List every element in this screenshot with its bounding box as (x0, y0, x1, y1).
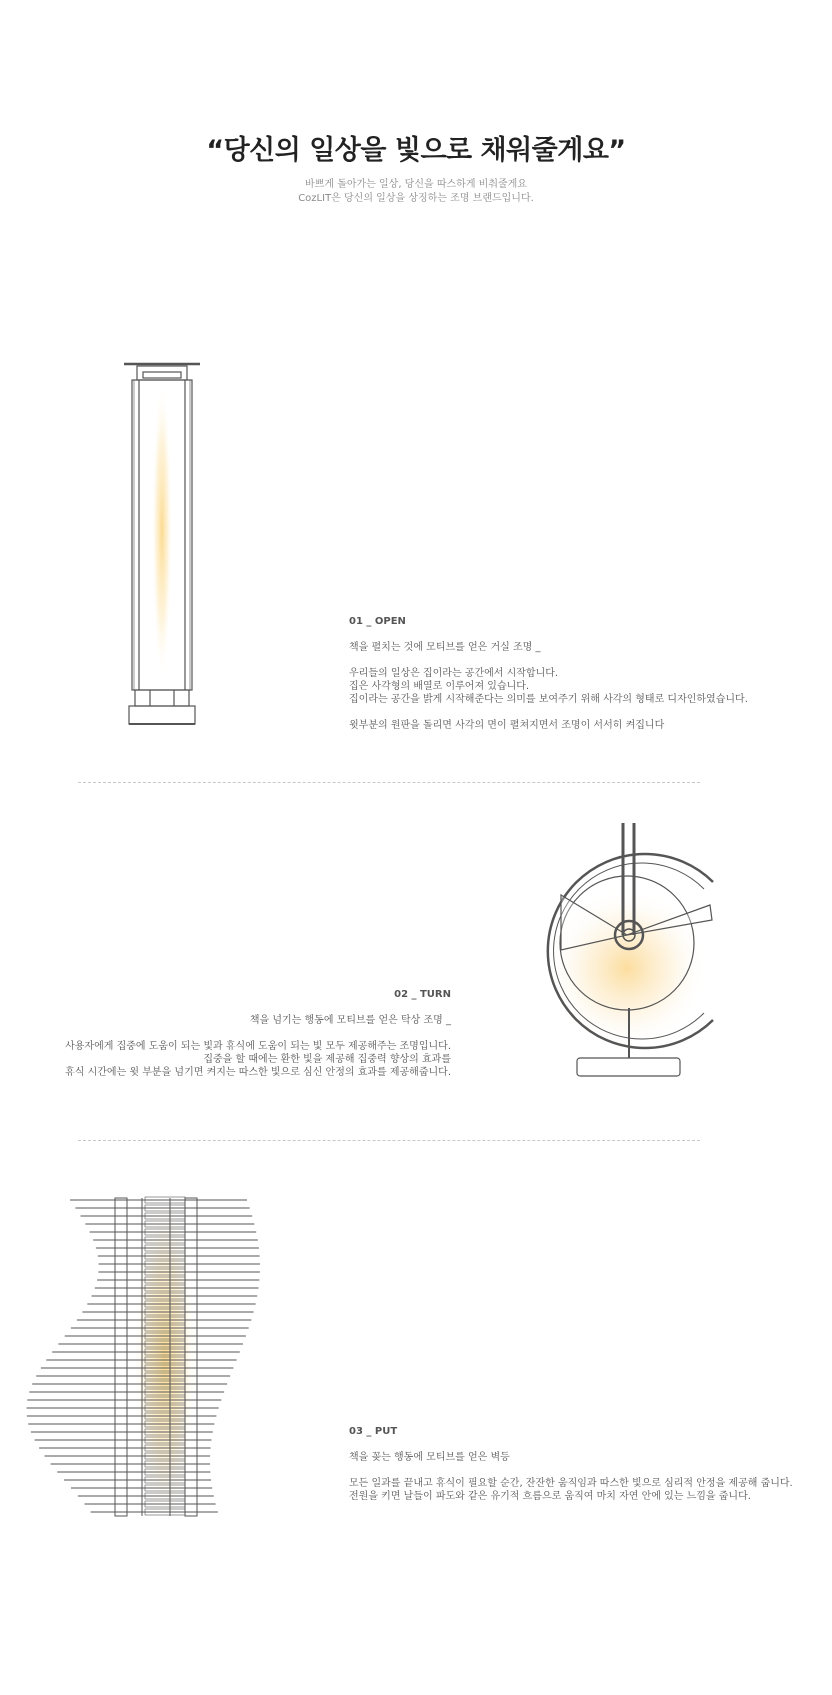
wall-lamp-block (145, 1325, 185, 1331)
description-line: 휴식 시간에는 윗 부분을 넘기면 켜지는 따스한 빛으로 심신 안정의 효과를 제공해줍니다. (65, 1067, 451, 1078)
product-extra: 윗부분의 원판을 돌리면 사각의 면이 펼쳐지면서 조명이 서서히 켜집니다 (349, 720, 665, 731)
wall-lamp-block (145, 1277, 185, 1283)
wall-lamp-block (145, 1317, 185, 1323)
wall-lamp-block (145, 1405, 185, 1411)
product-number: 02 _ TURN (394, 989, 451, 1000)
wall-lamp-block (145, 1373, 185, 1379)
wall-lamp-block (145, 1213, 185, 1219)
lamp-open (124, 364, 200, 724)
wall-lamp-block (145, 1261, 185, 1267)
wall-lamp-block (145, 1413, 185, 1419)
description-line: 집중을 할 때에는 환한 빛을 제공해 집중력 향상의 효과를 (203, 1054, 451, 1065)
wall-lamp-block (145, 1501, 185, 1507)
section-divider (78, 1140, 700, 1141)
description-line: 집이라는 공간을 밝게 시작해준다는 의미를 보여주기 위해 사각의 형태로 디자인하였습니다. (349, 694, 748, 705)
lamp-turn (547, 823, 713, 1076)
lamp-put (27, 1195, 261, 1525)
wall-lamp-block (145, 1429, 185, 1435)
wall-lamp-block (145, 1333, 185, 1339)
wall-lamp-block (145, 1397, 185, 1403)
wall-lamp-block (145, 1437, 185, 1443)
product-number: 03 _ PUT (349, 1426, 398, 1437)
wall-lamp-block (145, 1301, 185, 1307)
wall-lamp-block (145, 1381, 185, 1387)
wall-lamp-block (145, 1309, 185, 1315)
wall-lamp-block (145, 1285, 185, 1291)
wall-lamp-block (145, 1453, 185, 1459)
wall-lamp-block (145, 1253, 185, 1259)
product-turn (60, 988, 451, 1079)
section-divider (78, 782, 700, 783)
wall-lamp-block (145, 1445, 185, 1451)
wall-lamp-block (145, 1205, 185, 1211)
hero-subtitle-line: 바쁘게 돌아가는 일상, 당신을 따스하게 비춰줄게요 (305, 179, 527, 190)
wall-lamp-block (145, 1365, 185, 1371)
description-line: 집은 사각형의 배열로 이루어져 있습니다. (349, 681, 530, 692)
wall-lamp-block (145, 1357, 185, 1363)
wall-lamp-block (145, 1421, 185, 1427)
wall-lamp-block (145, 1389, 185, 1395)
wall-lamp-block (145, 1493, 185, 1499)
wall-lamp-block (145, 1461, 185, 1467)
product-description (349, 667, 748, 706)
wall-lamp-block (145, 1469, 185, 1475)
description-line: 사용자에게 집중에 도움이 되는 빛과 휴식에 도움이 되는 빛 모두 제공해주는 조명입니다. (65, 1041, 451, 1052)
product-open (349, 615, 748, 732)
hero-subtitle (0, 178, 832, 206)
description-line: 모든 일과를 끝내고 휴식이 필요할 순간, 잔잔한 움직임과 따스한 빛으로 심리적 안정을 제공해 줍니다. (349, 1478, 793, 1489)
wall-lamp-block (145, 1229, 185, 1235)
description-line: 우리들의 일상은 집이라는 공간에서 시작합니다. (349, 668, 559, 679)
wall-lamp-block (145, 1293, 185, 1299)
wall-lamp-block (145, 1341, 185, 1347)
product-description (349, 1477, 793, 1503)
wall-lamp-block (145, 1197, 185, 1203)
product-number: 01 _ OPEN (349, 616, 406, 627)
product-tagline: 책을 넘기는 행동에 모티브를 얻은 탁상 조명 _ (249, 1015, 451, 1026)
wall-lamp-block (145, 1477, 185, 1483)
product-description (60, 1040, 451, 1079)
wall-lamp-block (145, 1245, 185, 1251)
wall-lamp-block (145, 1349, 185, 1355)
description-line: 전원을 키면 날들이 파도와 같은 유기적 흐름으로 움직여 마치 자연 안에 있는 느낌을 줍니다. (349, 1491, 751, 1502)
wall-lamp-block (145, 1509, 185, 1515)
page-title: “당신의 일상을 빛으로 채워줄게요” (206, 135, 626, 166)
wall-lamp-block (145, 1221, 185, 1227)
wall-lamp-block (145, 1269, 185, 1275)
wall-lamp-block (145, 1485, 185, 1491)
product-tagline: 책을 펼치는 것에 모티브를 얻은 거실 조명 _ (349, 642, 541, 653)
hero-subtitle-line: CozLIT은 당신의 일상을 상징하는 조명 브랜드입니다. (298, 193, 534, 204)
product-tagline: 책을 꽂는 행동에 모티브를 얻은 벽등 (349, 1452, 510, 1463)
product-put (349, 1425, 793, 1503)
wall-lamp-block (145, 1237, 185, 1243)
